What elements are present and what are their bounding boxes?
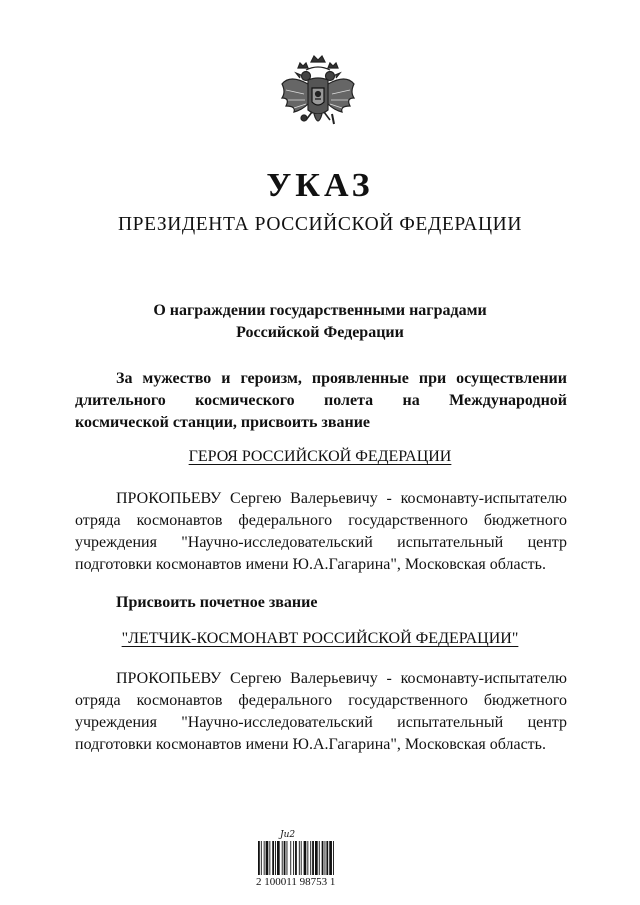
barcode-bar	[269, 841, 270, 875]
russian-coat-of-arms-icon	[276, 54, 360, 144]
page-subtitle: ПРЕЗИДЕНТА РОССИЙСКОЙ ФЕДЕРАЦИИ	[117, 214, 523, 235]
barcode-bar	[282, 841, 283, 875]
barcode-bars	[256, 841, 368, 875]
award-recipient-paragraph	[75, 488, 567, 576]
award-recipient-paragraph	[75, 668, 567, 756]
paragraph-line: За мужество и героизм, проявленные при осуществлении	[116, 370, 567, 387]
barcode-bar	[310, 841, 311, 875]
barcode-bar	[301, 841, 302, 875]
paragraph-line: отряда космонавтов федерального государственного бюджетного	[75, 692, 567, 709]
barcode-bar	[293, 841, 294, 875]
subject-line: Российской Федерации	[236, 324, 404, 341]
barcode-bar	[325, 841, 326, 875]
barcode	[256, 830, 368, 890]
barcode-bar	[277, 841, 280, 875]
barcode-bar	[295, 841, 297, 875]
award-title-text: "ЛЕТЧИК-КОСМОНАВТ РОССИЙСКОЙ ФЕДЕРАЦИИ"	[121, 630, 519, 647]
award-title-cosmonaut	[0, 628, 640, 650]
barcode-bar	[290, 841, 291, 875]
paragraph-line: ПРОКОПЬЕВУ Сергею Валерьевичу - космонавту-испытателю	[116, 490, 567, 507]
paragraph-line: учреждения "Научно-исследовательский испытательный центр	[75, 714, 567, 731]
barcode-number: 2 100011 98753 1	[256, 876, 336, 888]
barcode-bar	[287, 841, 288, 875]
barcode-bar	[307, 841, 308, 875]
barcode-bar	[258, 841, 260, 875]
barcode-bar	[304, 841, 307, 875]
barcode-mark: Ju2	[280, 830, 296, 840]
page-title: УКАЗ	[266, 167, 374, 204]
preamble-paragraph	[75, 368, 567, 434]
award-title-hero	[0, 446, 640, 468]
barcode-bar	[275, 841, 276, 875]
decree-subject	[60, 300, 580, 344]
paragraph-line: длительного космического полета на Международной	[75, 392, 567, 409]
barcode-bar	[284, 841, 286, 875]
barcode-bar	[329, 841, 332, 875]
paragraph-line: подготовки космонавтов имени Ю.А.Гагарина", Московская область.	[75, 736, 546, 753]
barcode-bar	[264, 841, 265, 875]
paragraph-line: космической станции, присвоить звание	[75, 414, 371, 431]
barcode-bar	[299, 841, 300, 875]
paragraph-line: ПРОКОПЬЕВУ Сергею Валерьевичу - космонавту-испытателю	[116, 670, 567, 687]
award-title-text: ГЕРОЯ РОССИЙСКОЙ ФЕДЕРАЦИИ	[188, 448, 452, 465]
barcode-bar	[319, 841, 320, 875]
barcode-bar	[272, 841, 274, 875]
paragraph-line: подготовки космонавтов имени Ю.А.Гагарина", Московская область.	[75, 556, 546, 573]
barcode-bar	[315, 841, 318, 875]
assign-title-statement: Присвоить почетное звание	[116, 594, 318, 611]
subject-line: О награждении государственными наградами	[153, 302, 487, 319]
barcode-bar	[322, 841, 324, 875]
barcode-bar	[326, 841, 328, 875]
barcode-bar	[333, 841, 334, 875]
paragraph-line: отряда космонавтов федерального государственного бюджетного	[75, 512, 567, 529]
barcode-bar	[312, 841, 314, 875]
paragraph-line: учреждения "Научно-исследовательский испытательный центр	[75, 534, 567, 551]
barcode-bar	[266, 841, 269, 875]
barcode-bar	[261, 841, 262, 875]
